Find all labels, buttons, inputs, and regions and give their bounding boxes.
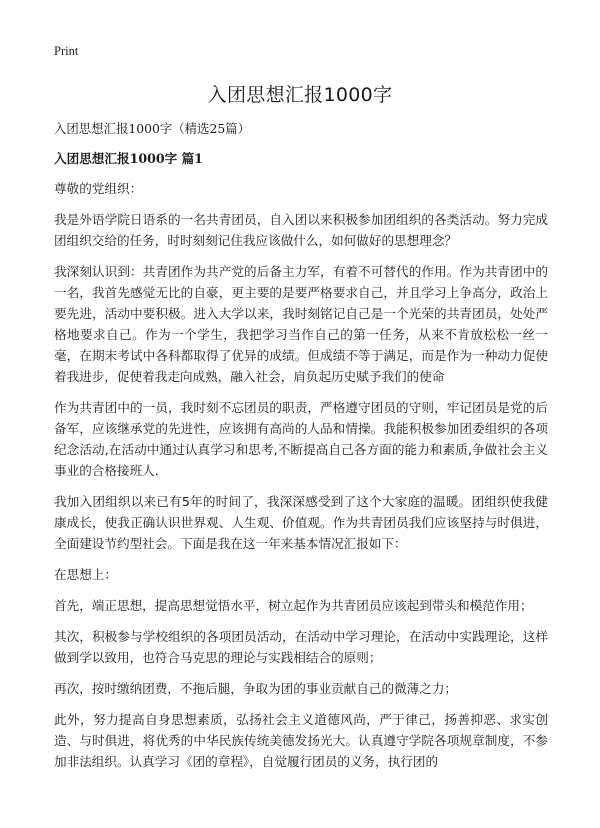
paragraph: 再次，按时缴纳团费，不拖后腿，争取为团的事业贡献自己的微薄之力； bbox=[54, 681, 457, 696]
paragraph-salutation: 尊敬的党组织： bbox=[54, 181, 143, 196]
print-link[interactable]: Print bbox=[54, 44, 79, 58]
paragraph: 此外，努力提高自身思想素质，弘扬社会主义道德风尚，严于律己，扬善抑恶、求实创造、与时俱进，将优秀的中华民族传统美德发扬光大。认真遵守学院各项规章制度，不参加非法组织。认真学习《团的章程》，自觉履行团员的义务，执行团的 bbox=[54, 712, 548, 769]
page-title: 入团思想汇报1000字 bbox=[207, 84, 393, 106]
paragraph: 我深刻认识到：共青团作为共产党的后备主力军，有着不可替代的作用。作为共青团中的一名，我首先感觉无比的自豪，更主要的是要严格要求自己，并且学习上争高分，政治上要先进，活动中要积极。进入大学以来，我时刻铭记自己是一个光荣的共青团员，处处严格地要求自己。作为一个学生，我把学习当作自己的第一任务，从来不肯放松松一丝一毫，在期末考试中各科都取得了优异的成绩。但成绩不等于满足，而是作为一种动力促使着我进步，促使着我走向成熟，融入社会，肩负起历史赋予我们的使命 bbox=[54, 264, 548, 384]
paragraph: 我加入团组织以来已有5年的时间了，我深深感受到了这个大家庭的温暖。团组织使我健康成长，使我正确认识世界观、人生观、价值观。作为共青团员我们应该坚持与时俱进，全面建设节约型社会。下面是我在这一年来基本情况汇报如下： bbox=[54, 494, 548, 551]
paragraph: 我是外语学院日语系的一名共青团员，自入团以来积极参加团组织的各类活动。努力完成团组织交给的任务，时时刻刻记住我应该做什么，如何做好的思想理念？ bbox=[54, 212, 548, 248]
article-body bbox=[54, 118, 548, 782]
paragraph: 其次，积极参与学校组织的各项团员活动，在活动中学习理论，在活动中实践理论，这样做到学以致用，也符合马克思的理论与实践相结合的原则； bbox=[54, 629, 548, 665]
article-subtitle: 入团思想汇报1000字（精选25篇） bbox=[54, 121, 250, 136]
paragraph: 首先，端正思想，提高思想觉悟水平，树立起作为共青团员应该起到带头和模范作用； bbox=[54, 598, 533, 613]
paragraph: 在思想上： bbox=[54, 567, 117, 582]
paragraph: 作为共青团中的一员，我时刻不忘团员的职责，严格遵守团员的守则，牢记团员是党的后备军，应该继承党的先进性，应该拥有高尚的人品和情操。我能积极参加团委组织的各项纪念活动,在活动中通过认真学习和思考,不断提高自己各方面的能力和素质,争做社会主义事业的合格接班人. bbox=[54, 400, 548, 478]
section-heading: 入团思想汇报1000字 篇1 bbox=[54, 151, 203, 166]
